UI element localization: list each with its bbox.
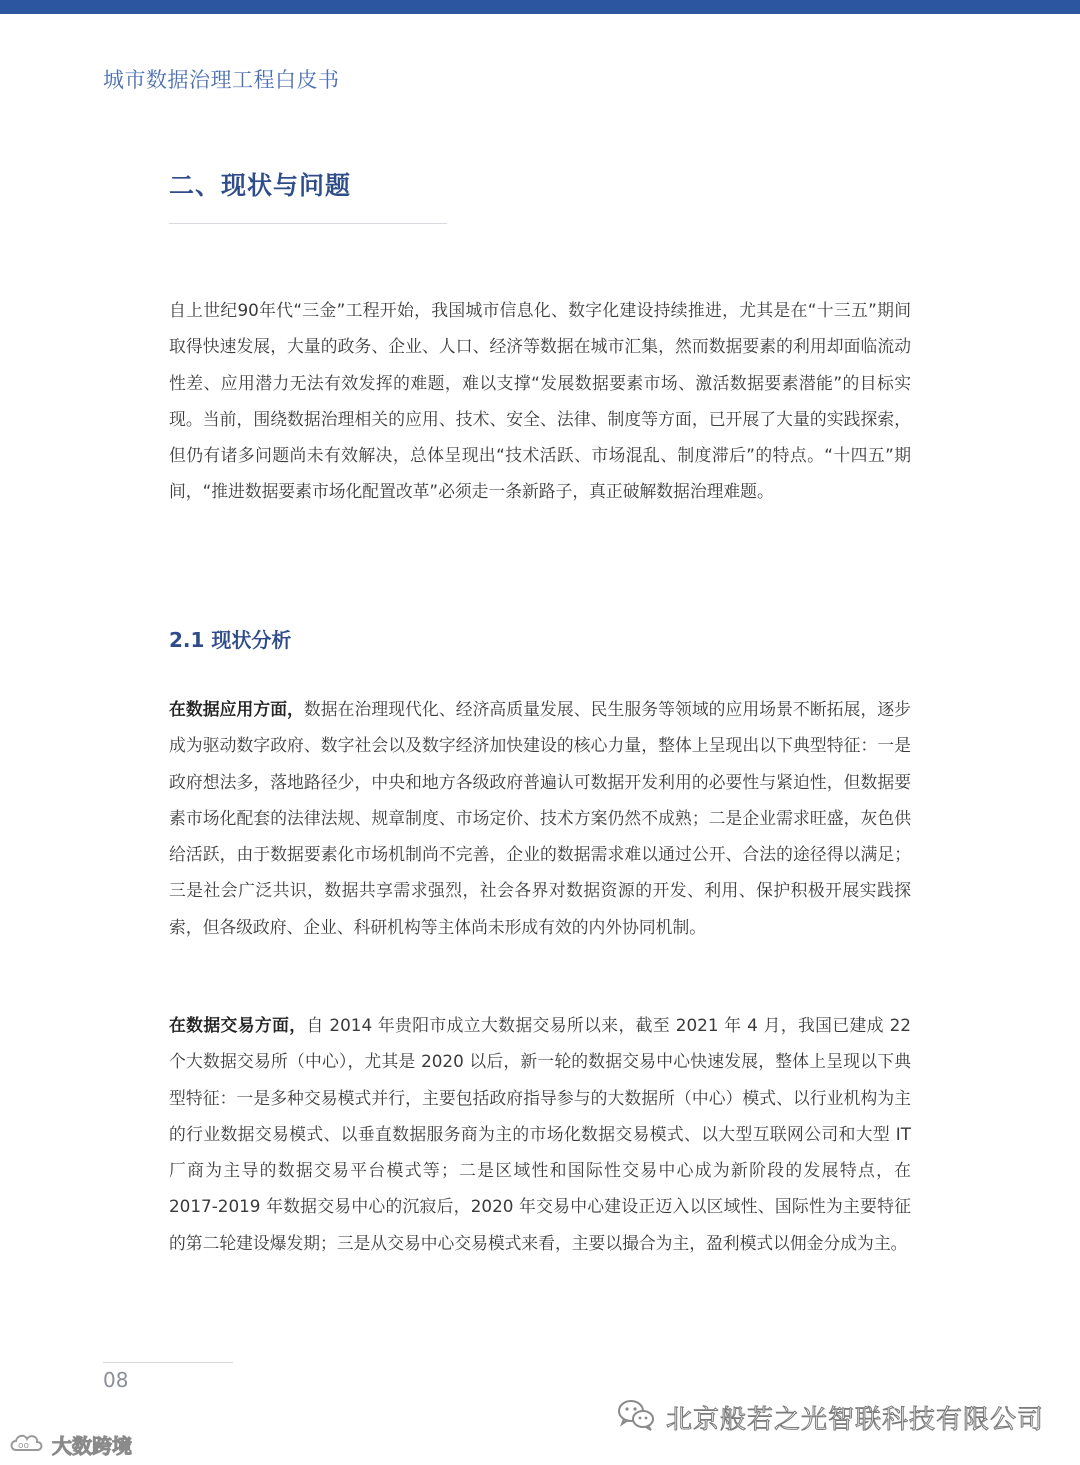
- site-watermark-text: 大数跨境: [52, 1433, 132, 1458]
- page-number: 08: [103, 1368, 129, 1392]
- data-trading-paragraph: [169, 1007, 911, 1261]
- data-application-paragraph: [169, 691, 911, 945]
- data-trading-text: 自 2014 年贵阳市成立大数据交易所以来，截至 2021 年 4 月，我国已建成 22 个大数据交易所（中心），尤其是 2020 以后，新一轮的数据交易中心快速发展，整体上呈现以下典型特征：一是多种交易模式并行，主要包括政府指导参与的大数据所（中心）模式、以行业机构为主的行业数据交易模式、以垂直数据服务商为主的市场化数据交易模式、以大型互联网公司和大型 IT 厂商为主导的数据交易平台模式等；二是区域性和国际性交易中心成为新阶段的发展特点，在 2017-2019 年数据交易中心的沉寂后，2020 年交易中心建设正迈入以区域性、国际性为主要特征的第二轮建设爆发期；三是从交易中心交易模式来看，主要以撮合为主，盈利模式以佣金分成为主。: [169, 1015, 911, 1253]
- footer-divider: [103, 1362, 233, 1363]
- site-watermark: [8, 1428, 132, 1460]
- section-heading: 二、现状与问题: [169, 171, 352, 200]
- company-watermark-text: 北京般若之光智联科技有限公司: [665, 1404, 1044, 1435]
- cloud-logo-icon: [8, 1428, 48, 1460]
- data-application-lead: 在数据应用方面，: [169, 699, 304, 719]
- intro-paragraph: 自上世纪90年代“三金”工程开始，我国城市信息化、数字化建设持续推进，尤其是在“十三五”期间取得快速发展，大量的政务、企业、人口、经济等数据在城市汇集，然而数据要素的利用却面临流动性差、应用潜力无法有效发挥的难题，难以支撑“发展数据要素市场、激活数据要素潜能”的目标实现。当前，围绕数据治理相关的应用、技术、安全、法律、制度等方面，已开展了大量的实践探索，但仍有诸多问题尚未有效解决，总体呈现出“技术活跃、市场混乱、制度滞后”的特点。“十四五”期间，“推进数据要素市场化配置改革”必须走一条新路子，真正破解数据治理难题。: [169, 300, 911, 502]
- data-application-text: 数据在治理现代化、经济高质量发展、民生服务等领域的应用场景不断拓展，逐步成为驱动数字政府、数字社会以及数字经济加快建设的核心力量，整体上呈现出以下典型特征：一是政府想法多，落地路径少，中央和地方各级政府普遍认可数据开发利用的必要性与紧迫性，但数据要素市场化配套的法律法规、规章制度、市场定价、技术方案仍然不成熟；二是企业需求旺盛，灰色供给活跃，由于数据要素化市场机制尚不完善，企业的数据需求难以通过公开、合法的途径得以满足；三是社会广泛共识，数据共享需求强烈，社会各界对数据资源的开发、利用、保护积极开展实践探索，但各级政府、企业、科研机构等主体尚未形成有效的内外协同机制。: [169, 699, 911, 937]
- top-accent-bar: [0, 0, 1080, 14]
- company-watermark: [616, 1398, 1044, 1436]
- svg-text:oo: oo: [18, 1441, 30, 1451]
- wechat-icon: [616, 1398, 656, 1436]
- data-trading-lead: 在数据交易方面，: [169, 1015, 307, 1035]
- subsection-heading: 2.1 现状分析: [169, 628, 292, 652]
- section-divider: [169, 223, 447, 224]
- document-title: 城市数据治理工程白皮书: [103, 68, 340, 92]
